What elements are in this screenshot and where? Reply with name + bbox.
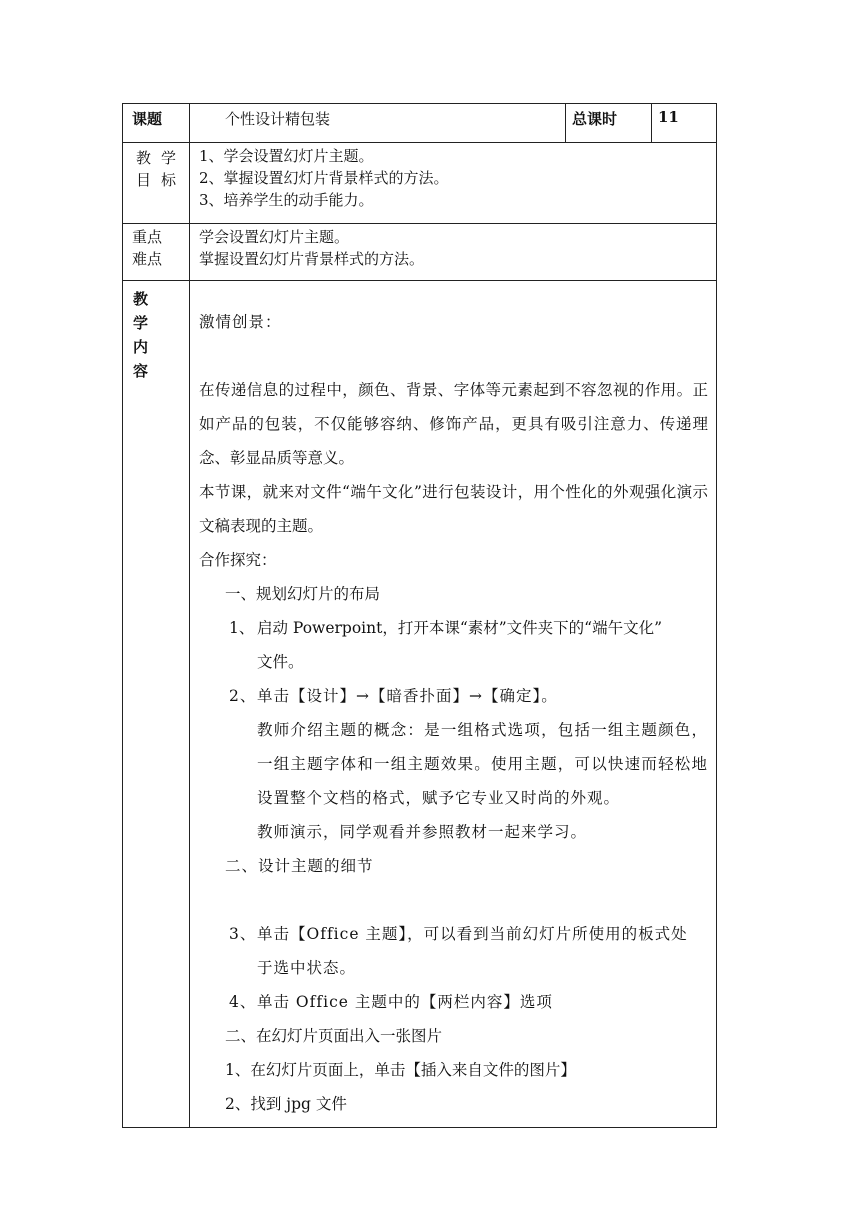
teacher-intro: 教师介绍主题的概念：是一组格式选项，包括一组主题颜色，一组主题字体和一组主题效果。使用主题，可以快速而轻松地设置整个文档的格式，赋予它专业又时尚的外观。 bbox=[257, 721, 708, 807]
key-points-label bbox=[123, 224, 190, 281]
step-3-text: 单击【Office 主题】，可以看到当前幻灯片所使用的板式处 bbox=[257, 925, 688, 943]
step-2 bbox=[199, 679, 708, 713]
sub-step-1: 1、在幻灯片页面上，单击【插入来自文件的图片】 bbox=[225, 1061, 576, 1079]
topic-label: 课题 bbox=[123, 104, 190, 143]
intro-paragraph: 在传递信息的过程中，颜色、背景、字体等元素起到不容忽视的作用。正如产品的包装，不仅能够容纳、修饰产品，更具有吸引注意力、传递理念、彰显品质等意义。 bbox=[199, 381, 708, 467]
goals-row bbox=[123, 143, 717, 224]
section-1-heading: 一、规划幻灯片的布局 bbox=[225, 585, 381, 603]
goal-item: 1、学会设置幻灯片主题。 bbox=[199, 147, 374, 165]
intro-heading: 激情创景： bbox=[199, 313, 282, 331]
key-points-row bbox=[123, 224, 717, 281]
header-row bbox=[123, 104, 717, 143]
key-points-label-line2: 难点 bbox=[132, 250, 163, 268]
content-body bbox=[190, 281, 717, 1128]
step-1-continuation: 文件。 bbox=[257, 653, 304, 671]
step-3-continuation: 于选中状态。 bbox=[257, 959, 357, 977]
goal-item: 2、掌握设置幻灯片背景样式的方法。 bbox=[199, 169, 449, 187]
goals-label bbox=[123, 143, 190, 224]
step-4-number: 4、 bbox=[229, 993, 257, 1011]
lesson-plan-table bbox=[122, 103, 717, 1128]
total-hours-value: 11 bbox=[652, 104, 717, 143]
content-row bbox=[123, 281, 717, 1128]
goals-label-line1: 教学 bbox=[136, 149, 187, 167]
content-label bbox=[123, 281, 190, 1128]
content-label-line2: 内容 bbox=[133, 338, 165, 380]
step-2-text: 单击【设计】→【暗香扑面】→【确定】。 bbox=[257, 687, 558, 705]
step-2-number: 2、 bbox=[229, 687, 257, 705]
teacher-demo: 教师演示，同学观看并参照教材一起来学习。 bbox=[257, 823, 588, 841]
step-4-text: 单击 Office 主题中的【两栏内容】选项 bbox=[257, 993, 553, 1011]
step-4 bbox=[199, 985, 708, 1019]
topic-value: 个性设计精包装 bbox=[190, 104, 566, 143]
step-3-number: 3、 bbox=[229, 925, 257, 943]
goal-item: 3、培养学生的动手能力。 bbox=[199, 191, 374, 209]
coop-heading: 合作探究： bbox=[199, 551, 277, 569]
step-1 bbox=[199, 611, 708, 645]
key-point-item: 掌握设置幻灯片背景样式的方法。 bbox=[199, 250, 425, 268]
step-3 bbox=[199, 917, 708, 951]
sub-step-2: 2、找到 jpg 文件 bbox=[225, 1095, 347, 1113]
goals-label-line2: 目标 bbox=[136, 171, 187, 189]
step-1-number: 1、 bbox=[229, 619, 255, 637]
goals-list bbox=[190, 143, 717, 224]
content-label-line1: 教学 bbox=[133, 290, 165, 332]
total-hours-label: 总课时 bbox=[566, 104, 652, 143]
key-points-label-line1: 重点 bbox=[132, 228, 163, 246]
section-3-heading: 二、在幻灯片页面出入一张图片 bbox=[225, 1027, 443, 1045]
lesson-paragraph: 本节课，就来对文件“端午文化”进行包装设计，用个性化的外观强化演示文稿表现的主题。 bbox=[199, 483, 708, 535]
key-points-list bbox=[190, 224, 717, 281]
section-2-heading: 二、设计主题的细节 bbox=[225, 857, 374, 875]
key-point-item: 学会设置幻灯片主题。 bbox=[199, 228, 350, 246]
step-1-text: 启动 Powerpoint，打开本课“素材”文件夹下的“端午文化” bbox=[257, 619, 663, 637]
